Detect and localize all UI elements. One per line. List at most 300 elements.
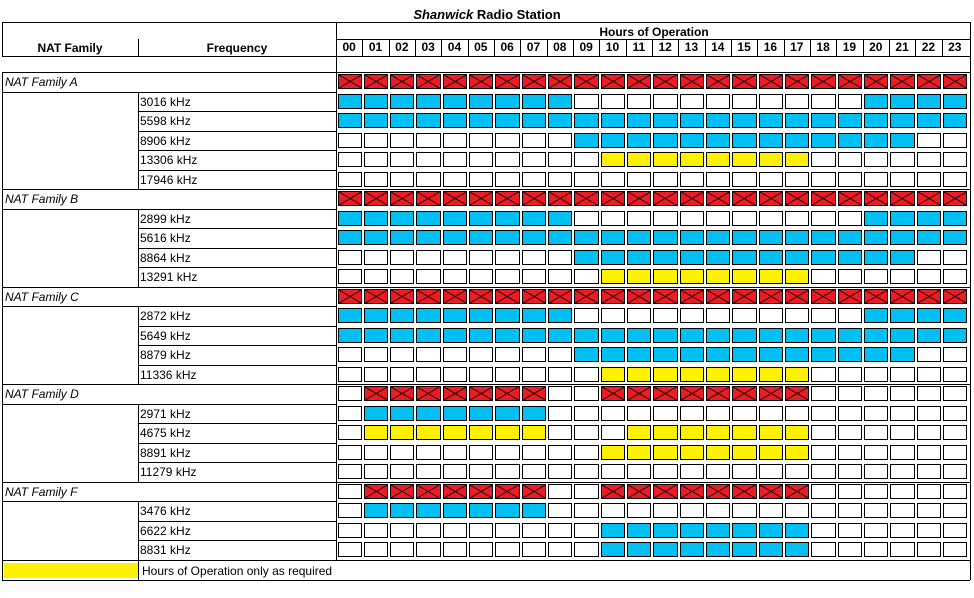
frequency-row-3-1-hour-16 <box>759 425 783 440</box>
family-name: NAT Family B <box>5 192 79 206</box>
family-band-2-hour-02 <box>390 289 414 304</box>
family-band-2-hour-06 <box>495 289 519 304</box>
family-band-2-hour-20 <box>864 289 888 304</box>
frequency-row-1-3-hour-08 <box>548 269 572 284</box>
frequency-row-3-0-hour-00 <box>338 406 362 421</box>
frequency-row-0-4-hour-03 <box>416 172 440 187</box>
frequency-row-3-2-hour-00 <box>338 445 362 460</box>
frequency-row-2-1-hour-14 <box>706 328 730 343</box>
rule-line <box>889 39 890 56</box>
frequency-row-1-0-hour-12 <box>653 211 677 226</box>
rule-line <box>138 443 336 444</box>
frequency-row-0-2-hour-06 <box>495 133 519 148</box>
frequency-row-0-4-hour-21 <box>890 172 914 187</box>
frequency-row-2-3-hour-08 <box>548 367 572 382</box>
frequency-row-2-0-hour-18 <box>811 308 835 323</box>
family-band-3-hour-19 <box>838 386 862 401</box>
rule-line <box>970 22 971 56</box>
frequency-row-4-1-hour-04 <box>443 523 467 538</box>
frequency-label: 13306 kHz <box>140 153 198 167</box>
frequency-row-0-0-hour-10 <box>601 94 625 109</box>
family-band-0-hour-18 <box>811 74 835 89</box>
frequency-row-0-4-hour-02 <box>390 172 414 187</box>
hour-header-07: 07 <box>526 40 541 54</box>
family-band-4-hour-17 <box>785 484 809 499</box>
frequency-row-1-0-hour-17 <box>785 211 809 226</box>
frequency-row-0-3-hour-00 <box>338 152 362 167</box>
frequency-row-3-1-hour-19 <box>838 425 862 440</box>
frequency-row-3-2-hour-21 <box>890 445 914 460</box>
frequency-row-0-1-hour-05 <box>469 113 493 128</box>
frequency-row-2-0-hour-12 <box>653 308 677 323</box>
frequency-row-4-0-hour-14 <box>706 503 730 518</box>
frequency-row-1-0-hour-22 <box>917 211 941 226</box>
frequency-row-4-0-hour-08 <box>548 503 572 518</box>
frequency-row-0-2-hour-21 <box>890 133 914 148</box>
frequency-row-1-0-hour-05 <box>469 211 493 226</box>
frequency-row-1-1-hour-02 <box>390 230 414 245</box>
hour-header-00: 00 <box>342 40 356 54</box>
frequency-row-1-3-hour-13 <box>680 269 704 284</box>
frequency-row-1-3-hour-16 <box>759 269 783 284</box>
frequency-row-2-2-hour-10 <box>601 347 625 362</box>
rule-line <box>970 56 971 560</box>
frequency-row-2-2-hour-19 <box>838 347 862 362</box>
frequency-row-1-1-hour-10 <box>601 230 625 245</box>
frequency-row-2-1-hour-15 <box>732 328 756 343</box>
frequency-row-4-1-hour-00 <box>338 523 362 538</box>
rule-line <box>362 39 363 56</box>
rule-line <box>915 39 916 56</box>
frequency-row-0-4-hour-08 <box>548 172 572 187</box>
rule-line <box>2 501 336 502</box>
frequency-row-1-1-hour-20 <box>864 230 888 245</box>
family-band-1-hour-19 <box>838 191 862 206</box>
frequency-row-2-2-hour-03 <box>416 347 440 362</box>
family-band-1-hour-23 <box>943 191 967 206</box>
frequency-row-4-2-hour-04 <box>443 542 467 557</box>
frequency-row-0-4-hour-14 <box>706 172 730 187</box>
frequency-row-0-0-hour-06 <box>495 94 519 109</box>
frequency-row-3-2-hour-17 <box>785 445 809 460</box>
frequency-row-2-1-hour-00 <box>338 328 362 343</box>
frequency-row-1-0-hour-19 <box>838 211 862 226</box>
family-band-1-hour-10 <box>601 191 625 206</box>
frequency-row-0-3-hour-14 <box>706 152 730 167</box>
frequency-row-3-2-hour-02 <box>390 445 414 460</box>
family-band-0-hour-02 <box>390 74 414 89</box>
frequency-row-4-2-hour-09 <box>574 542 598 557</box>
frequency-row-0-2-hour-22 <box>917 133 941 148</box>
frequency-row-0-1-hour-07 <box>522 113 546 128</box>
frequency-row-2-2-hour-14 <box>706 347 730 362</box>
frequency-row-0-3-hour-16 <box>759 152 783 167</box>
family-band-0-hour-09 <box>574 74 598 89</box>
frequency-row-0-3-hour-07 <box>522 152 546 167</box>
frequency-row-0-0-hour-22 <box>917 94 941 109</box>
rule-line <box>2 384 970 385</box>
frequency-row-0-2-hour-09 <box>574 133 598 148</box>
frequency-row-0-2-hour-16 <box>759 133 783 148</box>
frequency-row-4-2-hour-23 <box>943 542 967 557</box>
family-band-3-hour-01 <box>364 386 388 401</box>
frequency-row-0-2-hour-07 <box>522 133 546 148</box>
frequency-row-0-4-hour-07 <box>522 172 546 187</box>
frequency-row-0-2-hour-03 <box>416 133 440 148</box>
frequency-row-1-1-hour-19 <box>838 230 862 245</box>
hour-header-13: 13 <box>684 40 699 54</box>
frequency-row-2-3-hour-09 <box>574 367 598 382</box>
frequency-row-2-0-hour-01 <box>364 308 388 323</box>
frequency-row-1-3-hour-03 <box>416 269 440 284</box>
rule-line <box>2 560 970 561</box>
frequency-row-0-4-hour-15 <box>732 172 756 187</box>
family-band-0-hour-13 <box>680 74 704 89</box>
family-band-0-hour-15 <box>732 74 756 89</box>
rule-line <box>2 92 336 93</box>
frequency-row-2-1-hour-22 <box>917 328 941 343</box>
frequency-row-3-3-hour-16 <box>759 464 783 479</box>
frequency-row-2-0-hour-13 <box>680 308 704 323</box>
frequency-row-1-0-hour-23 <box>943 211 967 226</box>
frequency-row-0-0-hour-21 <box>890 94 914 109</box>
frequency-row-0-4-hour-12 <box>653 172 677 187</box>
frequency-row-2-2-hour-06 <box>495 347 519 362</box>
frequency-row-1-0-hour-04 <box>443 211 467 226</box>
frequency-row-0-1-hour-08 <box>548 113 572 128</box>
family-band-3-hour-02 <box>390 386 414 401</box>
family-band-1-hour-08 <box>548 191 572 206</box>
frequency-row-4-0-hour-01 <box>364 503 388 518</box>
frequency-row-2-0-hour-21 <box>890 308 914 323</box>
rule-line <box>138 267 336 268</box>
frequency-row-3-2-hour-04 <box>443 445 467 460</box>
frequency-row-3-1-hour-01 <box>364 425 388 440</box>
frequency-row-0-1-hour-02 <box>390 113 414 128</box>
frequency-row-4-0-hour-22 <box>917 503 941 518</box>
frequency-row-0-1-hour-14 <box>706 113 730 128</box>
frequency-row-1-1-hour-07 <box>522 230 546 245</box>
frequency-row-2-2-hour-13 <box>680 347 704 362</box>
rule-line <box>2 22 3 56</box>
frequency-row-2-2-hour-16 <box>759 347 783 362</box>
hour-header-22: 22 <box>921 40 936 54</box>
frequency-row-1-3-hour-00 <box>338 269 362 284</box>
frequency-row-4-0-hour-07 <box>522 503 546 518</box>
frequency-row-3-2-hour-06 <box>495 445 519 460</box>
frequency-row-4-0-hour-00 <box>338 503 362 518</box>
frequency-row-4-1-hour-18 <box>811 523 835 538</box>
frequency-row-2-2-hour-07 <box>522 347 546 362</box>
frequency-row-3-0-hour-07 <box>522 406 546 421</box>
rule-line <box>138 248 336 249</box>
frequency-row-0-0-hour-13 <box>680 94 704 109</box>
frequency-row-0-1-hour-03 <box>416 113 440 128</box>
frequency-row-3-0-hour-04 <box>443 406 467 421</box>
family-name: NAT Family C <box>5 289 79 304</box>
frequency-row-4-2-hour-22 <box>917 542 941 557</box>
frequency-row-2-3-hour-03 <box>416 367 440 382</box>
frequency-row-4-2-hour-16 <box>759 542 783 557</box>
frequency-row-1-3-hour-05 <box>469 269 493 284</box>
frequency-row-0-2-hour-18 <box>811 133 835 148</box>
frequency-row-2-3-hour-04 <box>443 367 467 382</box>
rule-line <box>138 92 139 190</box>
frequency-label: 11279 kHz <box>140 465 197 479</box>
family-band-4-hour-05 <box>469 484 493 499</box>
frequency-row-3-3-hour-06 <box>495 464 519 479</box>
frequency-row-4-1-hour-15 <box>732 523 756 538</box>
frequency-label: 2971 kHz <box>140 406 191 421</box>
frequency-row-0-4-hour-13 <box>680 172 704 187</box>
frequency-row-3-1-hour-17 <box>785 425 809 440</box>
rule-line <box>547 39 548 56</box>
family-band-0-hour-00 <box>338 74 362 89</box>
frequency-row-0-4-hour-16 <box>759 172 783 187</box>
frequency-row-3-2-hour-22 <box>917 445 941 460</box>
frequency-row-0-0-hour-14 <box>706 94 730 109</box>
frequency-row-3-0-hour-14 <box>706 406 730 421</box>
rule-line <box>138 462 336 463</box>
frequency-row-1-3-hour-15 <box>732 269 756 284</box>
frequency-row-0-4-hour-23 <box>943 172 967 187</box>
frequency-row-0-0-hour-11 <box>627 94 651 109</box>
frequency-row-1-3-hour-12 <box>653 269 677 284</box>
frequency-row-0-3-hour-17 <box>785 152 809 167</box>
family-band-0-hour-17 <box>785 74 809 89</box>
family-band-1-hour-22 <box>917 191 941 206</box>
frequency-row-3-3-hour-19 <box>838 464 862 479</box>
frequency-row-0-0-hour-15 <box>732 94 756 109</box>
frequency-row-4-0-hour-02 <box>390 503 414 518</box>
frequency-row-2-3-hour-18 <box>811 367 835 382</box>
family-band-0-hour-10 <box>601 74 625 89</box>
frequency-row-3-0-hour-02 <box>390 406 414 421</box>
frequency-row-4-0-hour-17 <box>785 503 809 518</box>
rule-line <box>652 39 653 56</box>
family-band-0-hour-07 <box>522 74 546 89</box>
frequency-label: 17946 kHz <box>140 172 198 187</box>
family-band-2-hour-19 <box>838 289 862 304</box>
frequency-row-3-1-hour-02 <box>390 425 414 440</box>
frequency-row-2-1-hour-06 <box>495 328 519 343</box>
frequency-row-1-1-hour-05 <box>469 230 493 245</box>
frequency-row-3-0-hour-12 <box>653 406 677 421</box>
frequency-row-3-2-hour-13 <box>680 445 704 460</box>
frequency-row-1-1-hour-12 <box>653 230 677 245</box>
frequency-label: 11336 kHz <box>140 367 197 382</box>
frequency-row-1-2-hour-18 <box>811 250 835 265</box>
frequency-row-1-2-hour-07 <box>522 250 546 265</box>
family-band-0-hour-01 <box>364 74 388 89</box>
rule-line <box>138 228 336 229</box>
family-band-0-hour-11 <box>627 74 651 89</box>
family-band-1-hour-11 <box>627 191 651 206</box>
frequency-row-0-4-hour-05 <box>469 172 493 187</box>
frequency-row-0-3-hour-20 <box>864 152 888 167</box>
rule-line <box>336 56 337 560</box>
frequency-row-3-3-hour-18 <box>811 464 835 479</box>
frequency-row-1-0-hour-09 <box>574 211 598 226</box>
frequency-label: 8891 kHz <box>140 445 191 460</box>
frequency-row-1-3-hour-19 <box>838 269 862 284</box>
frequency-row-0-2-hour-01 <box>364 133 388 148</box>
frequency-row-1-0-hour-21 <box>890 211 914 226</box>
frequency-row-0-4-hour-19 <box>838 172 862 187</box>
rule-line <box>2 560 3 581</box>
rule-line <box>2 580 970 581</box>
frequency-row-3-2-hour-01 <box>364 445 388 460</box>
frequency-row-2-3-hour-20 <box>864 367 888 382</box>
frequency-row-0-3-hour-03 <box>416 152 440 167</box>
frequency-row-3-2-hour-09 <box>574 445 598 460</box>
family-band-3-hour-18 <box>811 386 835 401</box>
frequency-row-0-3-hour-05 <box>469 152 493 167</box>
frequency-row-1-3-hour-14 <box>706 269 730 284</box>
frequency-row-2-3-hour-05 <box>469 367 493 382</box>
rule-line <box>2 404 336 405</box>
frequency-row-0-4-hour-06 <box>495 172 519 187</box>
frequency-row-3-2-hour-07 <box>522 445 546 460</box>
frequency-row-0-0-hour-09 <box>574 94 598 109</box>
family-band-1-hour-01 <box>364 191 388 206</box>
frequency-row-3-3-hour-23 <box>943 464 967 479</box>
legend-label: Hours of Operation only as required <box>142 564 333 578</box>
frequency-row-4-1-hour-07 <box>522 523 546 538</box>
frequency-row-4-2-hour-00 <box>338 542 362 557</box>
frequency-row-1-0-hour-11 <box>627 211 651 226</box>
frequency-row-1-0-hour-16 <box>759 211 783 226</box>
frequency-row-4-0-hour-20 <box>864 503 888 518</box>
frequency-row-3-0-hour-15 <box>732 406 756 421</box>
frequency-row-2-1-hour-09 <box>574 328 598 343</box>
frequency-row-0-1-hour-13 <box>680 113 704 128</box>
frequency-row-1-2-hour-08 <box>548 250 572 265</box>
frequency-row-2-3-hour-22 <box>917 367 941 382</box>
frequency-row-2-3-hour-23 <box>943 367 967 382</box>
frequency-row-0-0-hour-20 <box>864 94 888 109</box>
family-band-4-hour-14 <box>706 484 730 499</box>
frequency-row-0-4-hour-11 <box>627 172 651 187</box>
frequency-row-2-2-hour-08 <box>548 347 572 362</box>
frequency-row-3-3-hour-02 <box>390 464 414 479</box>
family-band-1-hour-07 <box>522 191 546 206</box>
frequency-row-0-1-hour-06 <box>495 113 519 128</box>
frequency-row-2-1-hour-20 <box>864 328 888 343</box>
frequency-row-0-1-hour-17 <box>785 113 809 128</box>
frequency-row-4-0-hour-06 <box>495 503 519 518</box>
frequency-row-3-1-hour-10 <box>601 425 625 440</box>
family-band-2-hour-15 <box>732 289 756 304</box>
hour-header-11: 11 <box>632 40 646 54</box>
frequency-row-1-2-hour-21 <box>890 250 914 265</box>
frequency-column-header: Frequency <box>206 41 268 55</box>
frequency-row-3-2-hour-14 <box>706 445 730 460</box>
family-band-3-hour-07 <box>522 386 546 401</box>
frequency-row-2-3-hour-13 <box>680 367 704 382</box>
family-band-4-hour-22 <box>917 484 941 499</box>
family-band-0-hour-05 <box>469 74 493 89</box>
frequency-row-3-0-hour-03 <box>416 406 440 421</box>
frequency-row-0-1-hour-12 <box>653 113 677 128</box>
frequency-row-1-3-hour-22 <box>917 269 941 284</box>
family-band-1-hour-09 <box>574 191 598 206</box>
frequency-row-2-3-hour-17 <box>785 367 809 382</box>
frequency-row-3-1-hour-07 <box>522 425 546 440</box>
frequency-row-3-2-hour-03 <box>416 445 440 460</box>
frequency-row-2-3-hour-07 <box>522 367 546 382</box>
family-band-4-hour-20 <box>864 484 888 499</box>
family-band-4-hour-09 <box>574 484 598 499</box>
frequency-row-1-2-hour-12 <box>653 250 677 265</box>
frequency-row-1-3-hour-17 <box>785 269 809 284</box>
rule-line <box>138 423 336 424</box>
frequency-row-1-0-hour-08 <box>548 211 572 226</box>
frequency-row-2-3-hour-01 <box>364 367 388 382</box>
frequency-row-0-2-hour-14 <box>706 133 730 148</box>
frequency-row-2-3-hour-06 <box>495 367 519 382</box>
frequency-row-4-2-hour-20 <box>864 542 888 557</box>
frequency-row-2-1-hour-08 <box>548 328 572 343</box>
family-band-4-hour-15 <box>732 484 756 499</box>
rule-line <box>731 39 732 56</box>
hour-header-09: 09 <box>579 40 593 54</box>
frequency-row-4-1-hour-16 <box>759 523 783 538</box>
frequency-row-3-2-hour-11 <box>627 445 651 460</box>
frequency-row-0-2-hour-17 <box>785 133 809 148</box>
rule-line <box>138 170 336 171</box>
frequency-row-4-2-hour-11 <box>627 542 651 557</box>
rule-line <box>2 22 970 23</box>
frequency-row-0-0-hour-02 <box>390 94 414 109</box>
frequency-row-4-1-hour-09 <box>574 523 598 538</box>
frequency-row-2-1-hour-10 <box>601 328 625 343</box>
frequency-row-3-3-hour-12 <box>653 464 677 479</box>
frequency-row-4-2-hour-01 <box>364 542 388 557</box>
rule-line <box>389 39 390 56</box>
frequency-row-1-2-hour-01 <box>364 250 388 265</box>
frequency-row-3-1-hour-14 <box>706 425 730 440</box>
frequency-row-4-1-hour-08 <box>548 523 572 538</box>
frequency-row-0-2-hour-02 <box>390 133 414 148</box>
hour-header-02: 02 <box>395 40 409 54</box>
frequency-row-3-3-hour-15 <box>732 464 756 479</box>
frequency-row-0-0-hour-23 <box>943 94 967 109</box>
frequency-row-4-1-hour-06 <box>495 523 519 538</box>
family-band-3-hour-15 <box>732 386 756 401</box>
frequency-row-3-0-hour-22 <box>917 406 941 421</box>
frequency-row-1-1-hour-21 <box>890 230 914 245</box>
frequency-row-3-2-hour-19 <box>838 445 862 460</box>
frequency-row-0-3-hour-22 <box>917 152 941 167</box>
family-band-3-hour-12 <box>653 386 677 401</box>
frequency-row-0-2-hour-19 <box>838 133 862 148</box>
frequency-row-3-1-hour-03 <box>416 425 440 440</box>
frequency-row-2-1-hour-21 <box>890 328 914 343</box>
family-band-0-hour-12 <box>653 74 677 89</box>
frequency-row-1-1-hour-14 <box>706 230 730 245</box>
frequency-row-3-3-hour-10 <box>601 464 625 479</box>
frequency-row-0-0-hour-04 <box>443 94 467 109</box>
frequency-row-2-1-hour-18 <box>811 328 835 343</box>
rule-line <box>138 521 336 522</box>
rule-line <box>626 39 627 56</box>
rule-line <box>2 209 336 210</box>
frequency-row-1-0-hour-10 <box>601 211 625 226</box>
frequency-row-4-2-hour-15 <box>732 542 756 557</box>
frequency-row-2-1-hour-17 <box>785 328 809 343</box>
family-band-1-hour-02 <box>390 191 414 206</box>
